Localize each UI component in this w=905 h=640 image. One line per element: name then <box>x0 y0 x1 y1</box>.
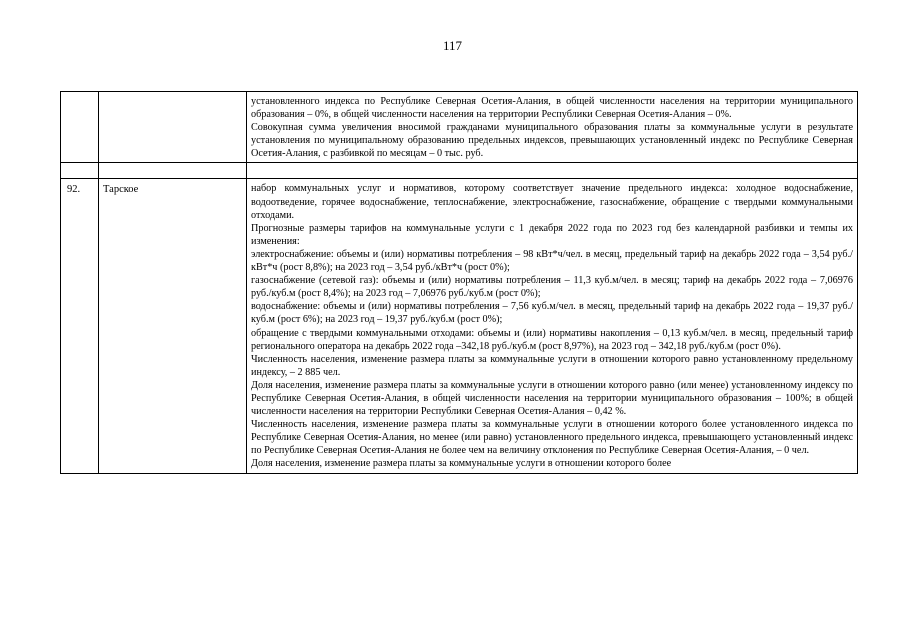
paragraph: обращение с твердыми коммунальными отходами: объемы и (или) нормативы накопления – 0,13 куб.м/чел. в месяц, предельный тариф регионального оператора на декабрь 2022 года –342,18 руб./куб.м (рост 8,97%), на 2023 год – 342,18 руб./куб.м (рост 0%). <box>251 327 853 352</box>
page-number: 117 <box>442 38 463 53</box>
table-row-92 <box>61 179 858 473</box>
paragraph: установленного индекса по Республике Северная Осетия-Алания, в общей численности населения на территории муниципального образования – 0%, в общей численности населения на территории Республики Северная Осетия-Алания – 0%. <box>251 96 853 121</box>
paragraph: Прогнозные размеры тарифов на коммунальные услуги с 1 декабря 2022 года по 2023 год без календарной разбивки и темпы их изменения: <box>251 222 853 247</box>
municipality-name: Тарское <box>99 179 247 473</box>
paragraph: Численность населения, изменение размера платы за коммунальные услуги в отношении которого равно установленному предельному индексу, – 2 885 чел. <box>251 353 853 378</box>
paragraph: водоснабжение: объемы и (или) нормативы потребления – 7,56 куб.м/чел. в месяц, предельный тариф на декабрь 2022 года – 19,37 руб./куб.м (рост 6%); на 2023 год – 19,37 руб./куб.м (рост 0%); <box>251 301 853 326</box>
table-row-continued <box>61 92 858 163</box>
cell-number-empty <box>61 92 99 163</box>
paragraph: Численность населения, изменение размера платы за коммунальные услуги в отношении которого более установленного индекса по Республике Северная Осетия-Алания, но менее (или равно) установленного предельного индекса, превышающего установленный индекс по Республике Северная Осетия-Алания не более чем на величину отклонения по Республике Северная Осетия-Алания, – 0 чел. <box>251 419 853 457</box>
paragraph: Совокупная сумма увеличения вносимой гражданами муниципального образования платы за коммунальные услуги в результате установления по муниципальному образованию предельных индексов, превышающих установленный индекс по Республике Северная Осетия-Алания, с разбивкой по месяцам – 0 тыс. руб. <box>251 122 853 160</box>
paragraph: набор коммунальных услуг и нормативов, которому соответствует значение предельного индекса: холодное водоснабжение, водоотведение, горячее водоснабжение, теплоснабжение, электроснабжение, газоснабжение, обращение с твердыми коммунальными отходами. <box>251 183 853 221</box>
cell-content-92 <box>247 179 858 473</box>
paragraph: Доля населения, изменение размера платы за коммунальные услуги в отношении которого равно (или менее) установленному индексу по Республике Северная Осетия-Алания, в общей численности населения на территории муниципального образования – 100%; в общей численности населения на территории Республики Северная Осетия-Алания – 0,42 %. <box>251 379 853 418</box>
row-number: 92. <box>61 179 99 473</box>
paragraph: электроснабжение: объемы и (или) нормативы потребления – 98 кВт*ч/чел. в месяц, предельный тариф на декабрь 2022 года – 3,54 руб./кВт*ч (рост 8,8%); на 2023 год – 3,54 руб./кВт*ч (рост 0%); <box>251 248 853 274</box>
paragraph: Доля населения, изменение размера платы за коммунальные услуги в отношении которого более <box>251 458 672 470</box>
table-row-spacer <box>61 163 858 179</box>
cell-name-empty <box>99 92 247 163</box>
paragraph: газоснабжение (сетевой газ): объемы и (или) нормативы потребления – 11,3 куб.м/чел. в месяц; тариф на декабрь 2022 года – 7,06976 руб./куб.м (рост 8,4%); на 2023 год – 7,06976 руб./куб.м (рост 0%); <box>251 275 853 300</box>
cell-content-continued <box>247 92 858 163</box>
indices-table <box>60 91 858 474</box>
